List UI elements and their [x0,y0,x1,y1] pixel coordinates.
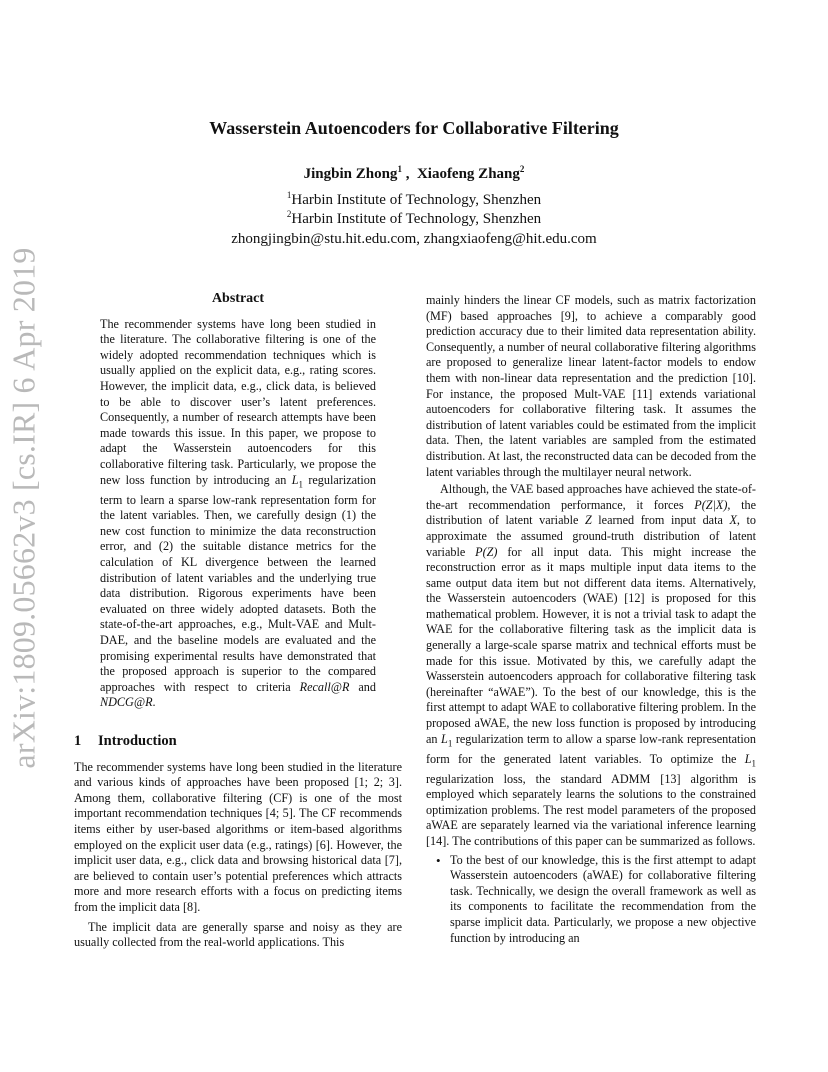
abstract-text [100,317,376,711]
abstract-section [100,291,376,711]
math-recall: Recall@R [299,679,350,694]
author-line [0,166,828,183]
math-z: Z [584,513,592,528]
arxiv-sidebar [2,247,46,769]
author-name: Jingbin Zhong [303,166,398,182]
paragraph [426,482,756,850]
paragraph-part: Although, the VAE based approaches have achieved the state-of-the-art recommendation performance, it forces [426,482,756,512]
paper-title: Wasserstein Autoencoders for Collaborative Filtering [209,118,619,138]
affiliation [0,192,828,209]
paragraph: mainly hinders the linear CF models, such as matrix factorization (MF) based approaches [9], to achieve a comparably good prediction accuracy due to their limited data representation ability. Consequently, a number of neural collaborative filtering algorithms are proposed to generalize linear latent-factor models to endow them with non-linear data representation and the prediction [10]. For instance, the proposed Mult-VAE [11] extends variational autoencoders for collaborative filtering task. It assumes the distribution of latent variables could be estimated from the implicit data. Then, the latent variables are sampled from the estimated distribution. At last, the reconstructed data can be decoded from the latent variables through the multilayer neural network. [426,293,756,479]
author-mark: 1 [397,164,402,174]
abstract-heading: Abstract [211,291,265,306]
section-number: 1 [74,733,82,749]
paragraph-part: , to approximate the assumed ground-truth distribution of latent variable [426,513,756,559]
paragraph-part: for all input data. This might increase the reconstruction error as it maps multiple input data items to the same output data item but not different data items. Alternatively, the Wasserstein autoencoders (WAE) [12] is proposed for this mathematical problem. However, it is not a trivial task to adapt the WAE for the collaborative filtering task as the implicit data is generally a large-scale sparse matrix and technical efforts must be made for this issue. Motivated by this, we carefully adapt the Wasserstein autoencoders approach for collaborative filtering task (hereinafter “aWAE”). To the best of our knowledge, this is the first attempt to adapt WAE to collaborative filtering problem. In the proposed aWAE, the new loss function is proposed by introducing an [426,544,756,746]
author-separator: , [401,166,417,182]
section-title: Introduction [98,733,177,749]
introduction-section [74,734,402,951]
math-l1: L [744,751,752,766]
author-name: Xiaofeng Zhang [416,166,520,182]
email-line: zhongjingbin@stu.hit.edu.com, zhangxiaofeng@hit.edu.com [231,231,597,247]
list-item [436,852,756,947]
math-x: X [729,513,737,528]
affiliation-mark: 1 [286,190,292,200]
paragraph-part: , the distribution of latent variable [426,497,757,528]
math-l1-subscript: 1 [751,758,756,769]
math-l1: L [291,472,299,487]
paragraph-part: regularization loss, the standard ADMM [13] algorithm is employed which separately learns the solutions to the constrained optimization problems. The rest model parameters of the proposed aWAE are separately learned via the variational inference learning [14]. The contributions of this paper can be summarized as follows. [426,771,756,849]
abstract-text-part: regularization term to learn a sparse low-rank representation form for the latent variables. Then, we carefully design (1) the new cost function to minimize the data reconstruction error, and (2) the suitable distance metrics for the calculation of KL divergence between the learned distribution of latent variables and the underlying true data distribution. Rigorous experiments have been evaluated on three widely adopted datasets. Both the state-of-the-art approaches, e.g., Mult-VAE and Mult-DAE, and the baseline models are evaluated and the promising experimental results have demonstrated that the proposed approach is superior to the compared approaches with respect to criteria [100,472,376,694]
list-item-text: To the best of our knowledge, this is the first attempt to adapt Wasserstein autoencoders (aWAE) for collaborative filtering task. Technically, we design the overall framework as well as its components to facilitate the recommendation from the sparse implicit data. Particularly, we propose a new objective function by introducing an [450,852,756,945]
arxiv-identifier: arXiv:1809.05662v3 [cs.IR] 6 Apr 2019 [5,247,42,769]
right-column [426,293,756,946]
affiliation-text: Harbin Institute of Technology, Shenzhen [291,192,542,208]
section-heading [74,734,402,750]
abstract-text-part: . [152,695,156,710]
math-l1-subscript: 1 [298,478,303,489]
affiliation-mark: 2 [286,209,292,219]
paragraph: The recommender systems have long been studied in the literature and various kinds of approaches have been proposed [1; 2; 3]. Among them, collaborative filtering (CF) is one of the most important recommendation techniques [4; 5]. The CF recommends items either by user-based algorithms or item-based algorithms employed on the explicit user data (e.g., ratings) [6]. However, the implicit user data, e.g., click data and browsing historical data [7], are believed to contain user’s potential preferences which attracts more and more research efforts with a focus on predicting items from the implicit data [8]. [74,759,402,914]
bullet-icon: • [436,852,441,868]
contribution-list [426,853,756,947]
paragraph-part: regularization term to allow a sparse low-rank representation form for the generated latent variables. To optimize the [426,731,756,766]
math-l1: L [441,731,448,746]
math-ndcg: NDCG@R [100,695,153,710]
affiliation-text: Harbin Institute of Technology, Shenzhen [291,211,542,227]
abstract-text-part: The recommender systems have long been studied in the literature. The collaborative filtering is one of the widely adopted recommendation techniques which is usually applied on the explicit data, e.g., rating scores. However, the implicit data, e.g., click data, is believed to be able to discover user’s latent preferences. Consequently, a number of research attempts have been made towards this issue. In this paper, we propose to adapt the Wasserstein autoencoders for this collaborative filtering task. Particularly, we propose the new loss function by introducing an [100,316,376,487]
abstract-text-part: and [349,679,376,694]
math-l1-subscript: 1 [447,738,453,749]
math-pz: P(Z) [475,544,498,559]
math-pzx: P(Z|X) [694,497,728,512]
author-mark: 2 [519,164,525,174]
affiliation [0,211,828,228]
paragraph-part: learned from input data [591,513,730,528]
paragraph: The implicit data are generally sparse and noisy as they are usually collected from the real-world applications. This [74,919,402,950]
